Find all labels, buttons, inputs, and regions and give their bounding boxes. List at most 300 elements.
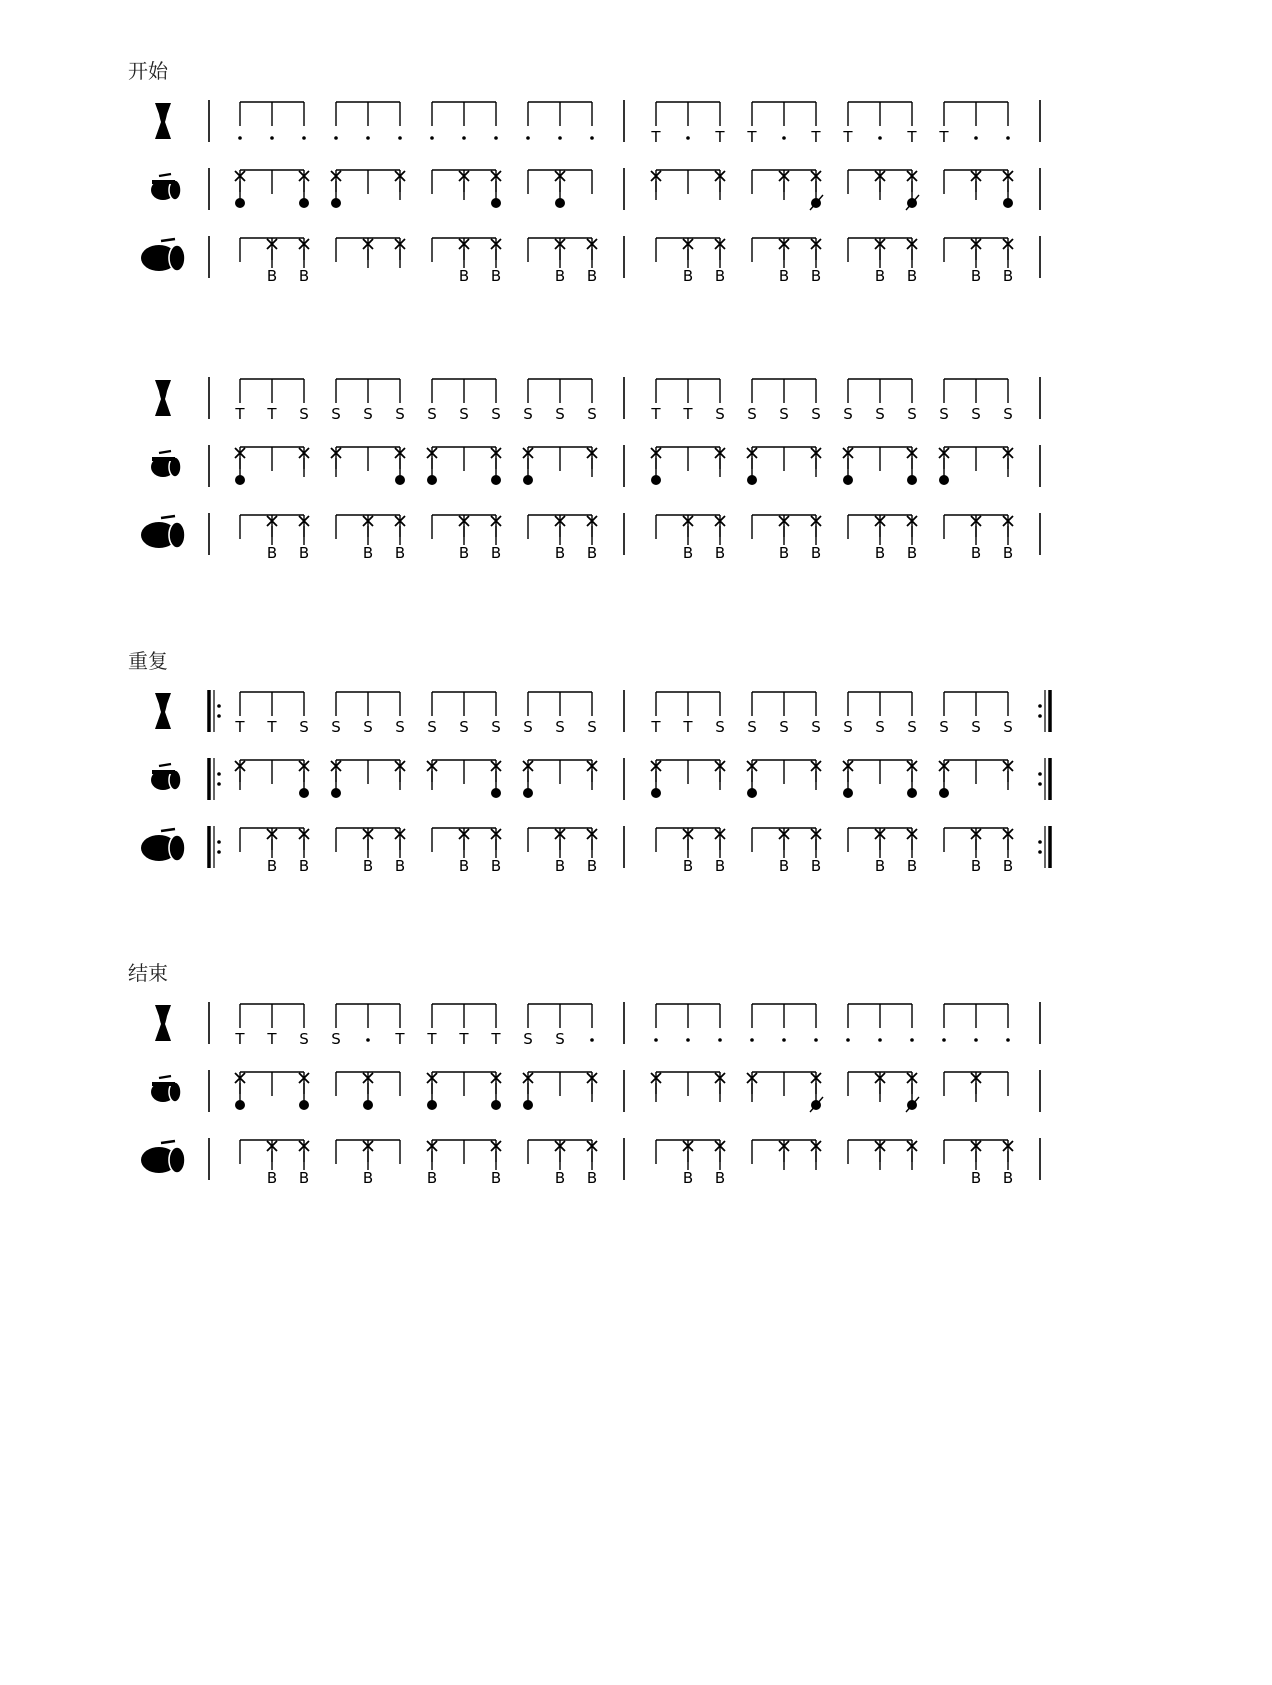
beat-group bbox=[939, 379, 1013, 423]
bass-letter: B bbox=[554, 857, 566, 875]
bass-letter: B bbox=[266, 544, 278, 562]
beat-group bbox=[843, 447, 917, 485]
beat-group bbox=[235, 447, 309, 485]
section-3 bbox=[128, 649, 1050, 875]
bass-letter: B bbox=[714, 857, 726, 875]
beat-group bbox=[336, 1140, 400, 1187]
beat-group bbox=[427, 692, 501, 736]
staff-row-dundunba bbox=[141, 1138, 1040, 1187]
rest-dot bbox=[558, 136, 562, 140]
staff-row-djembe bbox=[155, 690, 1050, 736]
bass-letter: B bbox=[970, 1169, 982, 1187]
bass-letter: B bbox=[458, 857, 470, 875]
bass-letter: B bbox=[874, 267, 886, 285]
djembe-icon bbox=[155, 1005, 171, 1041]
tone-letter: T bbox=[267, 1030, 277, 1048]
beat-group bbox=[432, 828, 501, 875]
beat-group bbox=[843, 692, 917, 736]
rest-dot bbox=[782, 1038, 786, 1042]
beat-group bbox=[747, 379, 821, 423]
rest-dot bbox=[590, 136, 594, 140]
tone-letter: T bbox=[235, 1030, 245, 1048]
tone-letter: T bbox=[235, 718, 245, 736]
bass-letter: B bbox=[682, 857, 694, 875]
beat-group bbox=[846, 1004, 914, 1042]
bass-letter: B bbox=[266, 857, 278, 875]
tone-letter: T bbox=[491, 1030, 501, 1048]
rest-dot bbox=[942, 1038, 946, 1042]
small-dunun-icon bbox=[151, 451, 181, 477]
beat-group bbox=[235, 1072, 309, 1110]
tone-letter: T bbox=[683, 405, 693, 423]
bass-letter: B bbox=[810, 267, 822, 285]
bass-letter: B bbox=[554, 544, 566, 562]
staff-row-sangban bbox=[151, 1070, 1040, 1112]
bass-letter: B bbox=[298, 1169, 310, 1187]
bass-letter: B bbox=[906, 267, 918, 285]
slap-letter: S bbox=[395, 405, 405, 423]
rest-dot bbox=[718, 1038, 722, 1042]
slap-letter: S bbox=[779, 718, 789, 736]
rest-dot bbox=[878, 1038, 882, 1042]
slap-letter: S bbox=[299, 405, 309, 423]
beat-group bbox=[848, 238, 917, 285]
rest-dot bbox=[814, 1038, 818, 1042]
beat-group bbox=[746, 102, 821, 146]
slap-letter: S bbox=[1003, 718, 1013, 736]
open-note-dot bbox=[491, 475, 501, 485]
rest-dot bbox=[590, 1038, 594, 1042]
beat-group bbox=[331, 760, 405, 798]
beat-group bbox=[427, 379, 501, 423]
beat-group bbox=[944, 238, 1013, 285]
beat-group bbox=[528, 515, 597, 562]
bass-letter: B bbox=[906, 857, 918, 875]
rest-dot bbox=[302, 136, 306, 140]
open-note-dot bbox=[299, 198, 309, 208]
bass-letter: B bbox=[682, 267, 694, 285]
beat-group bbox=[656, 238, 725, 285]
beat-group bbox=[240, 1140, 309, 1187]
open-note-dot bbox=[555, 198, 565, 208]
beat-group bbox=[843, 379, 917, 423]
bass-letter: B bbox=[554, 267, 566, 285]
rest-dot bbox=[654, 1038, 658, 1042]
beat-group bbox=[331, 170, 405, 208]
slap-letter: S bbox=[907, 718, 917, 736]
bass-letter: B bbox=[1002, 544, 1014, 562]
slap-letter: S bbox=[363, 718, 373, 736]
beat-group bbox=[235, 760, 309, 798]
beat-group bbox=[528, 1140, 597, 1187]
slap-letter: S bbox=[395, 718, 405, 736]
bass-letter: B bbox=[970, 267, 982, 285]
beat-group bbox=[942, 1004, 1010, 1042]
bass-letter: B bbox=[970, 857, 982, 875]
beat-group bbox=[234, 1004, 308, 1048]
tone-letter: T bbox=[907, 128, 917, 146]
section-label: 重复 bbox=[128, 649, 168, 673]
slap-letter: S bbox=[747, 405, 757, 423]
beat-group bbox=[238, 102, 306, 140]
beat-group bbox=[938, 102, 1009, 146]
slap-letter: S bbox=[843, 405, 853, 423]
rest-dot bbox=[238, 136, 242, 140]
slap-letter: S bbox=[715, 405, 725, 423]
staff-row-sangban bbox=[151, 445, 1040, 487]
beat-group bbox=[750, 1004, 818, 1042]
rest-dot bbox=[878, 136, 882, 140]
bass-letter: B bbox=[1002, 857, 1014, 875]
slap-letter: S bbox=[555, 718, 565, 736]
beat-group bbox=[944, 1072, 1008, 1102]
slap-letter: S bbox=[331, 718, 341, 736]
tone-letter: T bbox=[715, 128, 725, 146]
bass-letter: B bbox=[362, 857, 374, 875]
beat-group bbox=[528, 170, 592, 208]
rest-dot bbox=[974, 1038, 978, 1042]
staff-row-djembe bbox=[155, 377, 1040, 423]
beat-group bbox=[331, 1004, 405, 1048]
bass-letter: B bbox=[810, 544, 822, 562]
tone-letter: T bbox=[651, 718, 661, 736]
beat-group bbox=[432, 238, 501, 285]
beat-group bbox=[523, 447, 597, 485]
bass-letter: B bbox=[298, 857, 310, 875]
slap-letter: S bbox=[1003, 405, 1013, 423]
bass-letter: B bbox=[586, 1169, 598, 1187]
staff-row-dundunba bbox=[141, 826, 1050, 875]
bass-letter: B bbox=[298, 267, 310, 285]
slap-letter: S bbox=[459, 405, 469, 423]
staff-row-dundunba bbox=[141, 236, 1040, 285]
tone-letter: T bbox=[843, 128, 853, 146]
beat-group bbox=[235, 170, 309, 208]
slap-letter: S bbox=[907, 405, 917, 423]
beat-group bbox=[944, 170, 1013, 208]
tone-letter: T bbox=[267, 718, 277, 736]
beat-group bbox=[651, 1072, 725, 1102]
slap-letter: S bbox=[779, 405, 789, 423]
slap-letter: S bbox=[491, 718, 501, 736]
rest-dot bbox=[974, 136, 978, 140]
open-note-dot bbox=[363, 1100, 373, 1110]
bass-letter: B bbox=[458, 544, 470, 562]
rest-dot bbox=[270, 136, 274, 140]
tone-letter: T bbox=[939, 128, 949, 146]
open-note-dot bbox=[491, 198, 501, 208]
rest-dot bbox=[366, 1038, 370, 1042]
rest-dot bbox=[462, 136, 466, 140]
tone-letter: T bbox=[651, 128, 661, 146]
rest-dot bbox=[494, 136, 498, 140]
repeat-dot bbox=[217, 782, 221, 786]
slap-letter: S bbox=[299, 718, 309, 736]
tone-letter: T bbox=[459, 1030, 469, 1048]
slap-letter: S bbox=[587, 718, 597, 736]
tone-letter: T bbox=[427, 1030, 437, 1048]
beat-group bbox=[427, 760, 501, 798]
bass-letter: B bbox=[554, 1169, 566, 1187]
repeat-dot bbox=[1038, 782, 1042, 786]
rest-dot bbox=[398, 136, 402, 140]
beat-group bbox=[650, 379, 724, 423]
open-note-dot bbox=[427, 475, 437, 485]
beat-group bbox=[842, 102, 917, 146]
rest-dot bbox=[910, 1038, 914, 1042]
open-note-dot bbox=[523, 788, 533, 798]
rest-dot bbox=[750, 1038, 754, 1042]
beat-group bbox=[526, 102, 594, 140]
open-note-dot bbox=[523, 475, 533, 485]
slap-letter: S bbox=[299, 1030, 309, 1048]
tone-letter: T bbox=[651, 405, 661, 423]
repeat-dot bbox=[1038, 772, 1042, 776]
bass-letter: B bbox=[490, 267, 502, 285]
beat-group bbox=[528, 828, 597, 875]
bass-letter: B bbox=[1002, 267, 1014, 285]
djembe-icon bbox=[155, 693, 171, 729]
bass-letter: B bbox=[426, 1169, 438, 1187]
beat-group bbox=[944, 828, 1013, 875]
open-note-dot bbox=[235, 475, 245, 485]
beat-group bbox=[430, 102, 498, 140]
beat-group bbox=[747, 760, 821, 798]
repeat-dot bbox=[1038, 840, 1042, 844]
bass-letter: B bbox=[266, 1169, 278, 1187]
bass-letter: B bbox=[714, 544, 726, 562]
open-note-dot bbox=[939, 788, 949, 798]
beat-group bbox=[944, 1140, 1013, 1187]
beat-group bbox=[848, 515, 917, 562]
open-note-dot bbox=[651, 788, 661, 798]
slap-letter: S bbox=[843, 718, 853, 736]
open-note-dot bbox=[747, 788, 757, 798]
open-note-dot bbox=[235, 1100, 245, 1110]
beat-group bbox=[843, 760, 917, 798]
bass-letter: B bbox=[1002, 1169, 1014, 1187]
bass-letter: B bbox=[714, 1169, 726, 1187]
rest-dot bbox=[1006, 1038, 1010, 1042]
slap-letter: S bbox=[331, 1030, 341, 1048]
beat-group bbox=[848, 1072, 919, 1112]
open-note-dot bbox=[427, 1100, 437, 1110]
staff-row-djembe bbox=[155, 1002, 1040, 1048]
slap-letter: S bbox=[331, 405, 341, 423]
bass-letter: B bbox=[906, 544, 918, 562]
slap-letter: S bbox=[587, 405, 597, 423]
beat-group bbox=[651, 447, 725, 485]
tone-letter: T bbox=[235, 405, 245, 423]
beat-group bbox=[656, 515, 725, 562]
slap-letter: S bbox=[459, 718, 469, 736]
slap-letter: S bbox=[939, 718, 949, 736]
slap-letter: S bbox=[555, 1030, 565, 1048]
djembe-icon bbox=[155, 380, 171, 416]
bass-letter: B bbox=[778, 857, 790, 875]
staff-row-dundunba bbox=[141, 513, 1040, 562]
bass-letter: B bbox=[266, 267, 278, 285]
beat-group bbox=[651, 170, 725, 200]
tone-letter: T bbox=[395, 1030, 405, 1048]
tone-letter: T bbox=[683, 718, 693, 736]
beat-group bbox=[944, 515, 1013, 562]
open-note-dot bbox=[299, 1100, 309, 1110]
open-note-dot bbox=[331, 198, 341, 208]
beat-group bbox=[427, 447, 501, 485]
slap-letter: S bbox=[747, 718, 757, 736]
open-note-dot bbox=[235, 198, 245, 208]
beat-group bbox=[752, 170, 823, 210]
beat-group bbox=[650, 692, 724, 736]
section-2 bbox=[141, 377, 1040, 562]
slap-letter: S bbox=[427, 718, 437, 736]
beat-group bbox=[331, 447, 405, 485]
beat-group bbox=[427, 1072, 501, 1110]
open-note-dot bbox=[907, 475, 917, 485]
rest-dot bbox=[1006, 136, 1010, 140]
slap-letter: S bbox=[811, 718, 821, 736]
rest-dot bbox=[430, 136, 434, 140]
bass-letter: B bbox=[394, 857, 406, 875]
bass-letter: B bbox=[682, 544, 694, 562]
staff-row-sangban bbox=[151, 758, 1050, 800]
beat-group bbox=[331, 692, 405, 736]
beat-group bbox=[747, 447, 821, 485]
open-note-dot bbox=[1003, 198, 1013, 208]
bass-letter: B bbox=[970, 544, 982, 562]
slap-letter: S bbox=[939, 405, 949, 423]
slap-letter: S bbox=[875, 405, 885, 423]
beat-group bbox=[336, 1072, 400, 1110]
beat-group bbox=[234, 379, 308, 423]
beat-group bbox=[752, 1140, 821, 1170]
beat-group bbox=[336, 828, 405, 875]
bass-letter: B bbox=[458, 267, 470, 285]
open-note-dot bbox=[651, 475, 661, 485]
beat-group bbox=[336, 238, 405, 268]
slap-letter: S bbox=[427, 405, 437, 423]
beat-group bbox=[654, 1004, 722, 1042]
beat-group bbox=[234, 692, 308, 736]
large-dunun-icon bbox=[141, 1141, 185, 1173]
bass-letter: B bbox=[778, 544, 790, 562]
slap-letter: S bbox=[971, 718, 981, 736]
slap-letter: S bbox=[491, 405, 501, 423]
rest-dot bbox=[846, 1038, 850, 1042]
beat-group bbox=[656, 1140, 725, 1187]
beat-group bbox=[656, 828, 725, 875]
beat-group bbox=[848, 170, 919, 210]
beat-group bbox=[523, 692, 597, 736]
slap-letter: S bbox=[875, 718, 885, 736]
bass-letter: B bbox=[394, 544, 406, 562]
beat-group bbox=[240, 238, 309, 285]
beat-group bbox=[848, 1140, 917, 1170]
open-note-dot bbox=[491, 788, 501, 798]
beat-group bbox=[426, 1004, 501, 1048]
rest-dot bbox=[782, 136, 786, 140]
bass-letter: B bbox=[874, 857, 886, 875]
repeat-dot bbox=[217, 840, 221, 844]
bass-letter: B bbox=[490, 544, 502, 562]
bass-letter: B bbox=[714, 267, 726, 285]
bass-letter: B bbox=[682, 1169, 694, 1187]
bass-letter: B bbox=[810, 857, 822, 875]
rest-dot bbox=[686, 136, 690, 140]
staff-row-sangban bbox=[151, 168, 1040, 210]
tone-letter: T bbox=[811, 128, 821, 146]
beat-group bbox=[240, 828, 309, 875]
repeat-dot bbox=[1038, 704, 1042, 708]
beat-group bbox=[528, 238, 597, 285]
beat-group bbox=[752, 828, 821, 875]
bass-letter: B bbox=[586, 857, 598, 875]
bass-letter: B bbox=[298, 544, 310, 562]
large-dunun-icon bbox=[141, 829, 185, 861]
slap-letter: S bbox=[715, 718, 725, 736]
bass-letter: B bbox=[874, 544, 886, 562]
repeat-dot bbox=[217, 772, 221, 776]
slap-letter: S bbox=[555, 405, 565, 423]
slap-letter: S bbox=[523, 718, 533, 736]
beat-group bbox=[334, 102, 402, 140]
beat-group bbox=[939, 447, 1013, 485]
section-label: 结束 bbox=[128, 961, 168, 985]
open-note-dot bbox=[907, 788, 917, 798]
beat-group bbox=[752, 238, 821, 285]
rest-dot bbox=[334, 136, 338, 140]
beat-group bbox=[523, 379, 597, 423]
beat-group bbox=[747, 692, 821, 736]
large-dunun-icon bbox=[141, 516, 185, 548]
slap-letter: S bbox=[811, 405, 821, 423]
djembe-icon bbox=[155, 103, 171, 139]
tone-letter: T bbox=[267, 405, 277, 423]
small-dunun-icon bbox=[151, 174, 181, 200]
bass-letter: B bbox=[778, 267, 790, 285]
beat-group bbox=[336, 515, 405, 562]
slap-letter: S bbox=[363, 405, 373, 423]
open-note-dot bbox=[299, 788, 309, 798]
bass-letter: B bbox=[362, 544, 374, 562]
open-note-dot bbox=[939, 475, 949, 485]
bass-letter: B bbox=[362, 1169, 374, 1187]
slap-letter: S bbox=[523, 405, 533, 423]
beat-group bbox=[651, 760, 725, 798]
tone-letter: T bbox=[747, 128, 757, 146]
beat-group bbox=[427, 1140, 501, 1187]
repeat-dot bbox=[217, 850, 221, 854]
section-label: 开始 bbox=[128, 59, 168, 83]
open-note-dot bbox=[395, 475, 405, 485]
bass-letter: B bbox=[490, 857, 502, 875]
beat-group bbox=[752, 515, 821, 562]
repeat-dot bbox=[1038, 714, 1042, 718]
repeat-dot bbox=[217, 714, 221, 718]
slap-letter: S bbox=[971, 405, 981, 423]
staff-row-djembe bbox=[155, 100, 1040, 146]
beat-group bbox=[432, 170, 501, 208]
bass-letter: B bbox=[586, 544, 598, 562]
rest-dot bbox=[686, 1038, 690, 1042]
beat-group bbox=[650, 102, 725, 146]
open-note-dot bbox=[523, 1100, 533, 1110]
open-note-dot bbox=[843, 788, 853, 798]
rest-dot bbox=[526, 136, 530, 140]
beat-group bbox=[747, 1072, 823, 1112]
section-1 bbox=[128, 59, 1040, 285]
